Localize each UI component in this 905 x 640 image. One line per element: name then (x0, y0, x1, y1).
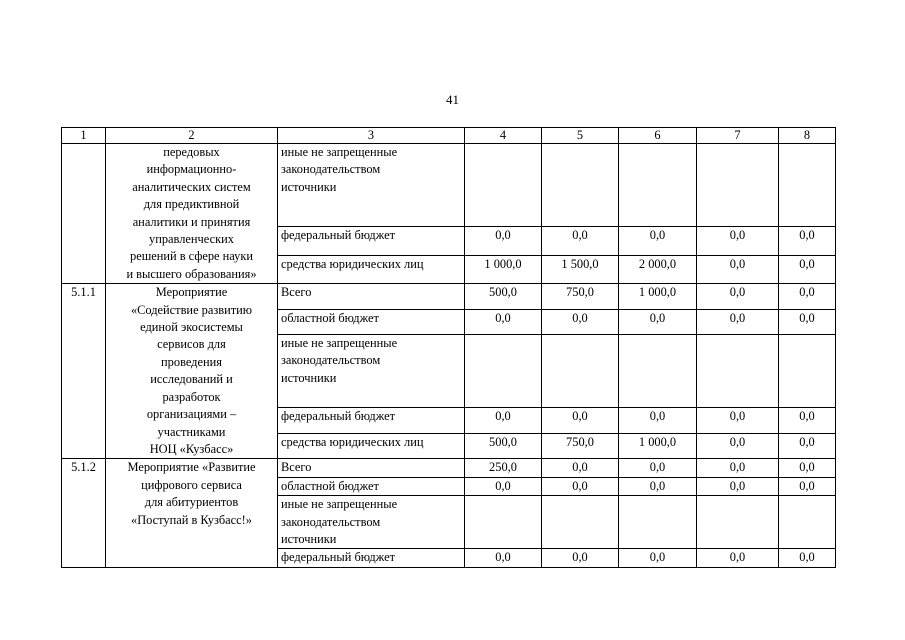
table-body (62, 128, 836, 568)
table-row (62, 284, 836, 309)
column-header: 8 (779, 128, 836, 144)
funding-source-line: законодательством (281, 162, 381, 177)
item-name-line: единой экосистемы (140, 320, 243, 335)
column-header: 2 (106, 128, 278, 144)
item-name-line: проведения (161, 354, 222, 369)
funding-value (465, 496, 542, 549)
funding-source-line: источники (281, 370, 337, 385)
item-name-line: участниками (157, 424, 226, 439)
item-name (106, 459, 278, 567)
column-header: 7 (697, 128, 779, 144)
table-row (62, 459, 836, 477)
column-header: 5 (542, 128, 619, 144)
funding-value: 0,0 (697, 408, 779, 433)
funding-value (779, 335, 836, 408)
funding-source (278, 459, 465, 477)
funding-source-line: иные не запрещенные (281, 336, 398, 351)
funding-value: 0,0 (619, 408, 697, 433)
funding-value: 0,0 (465, 549, 542, 567)
funding-source (278, 477, 465, 495)
item-name-line: передовых (163, 145, 220, 159)
funding-source-line: федеральный бюджет (281, 227, 396, 242)
funding-value: 0,0 (465, 477, 542, 495)
funding-value: 0,0 (619, 226, 697, 255)
item-name-line: аналитики и принятия (132, 214, 251, 229)
funding-source-line: Всего (281, 285, 312, 300)
funding-value: 0,0 (542, 459, 619, 477)
funding-source (278, 255, 465, 284)
item-name-line: НОЦ «Кузбасс» (149, 441, 234, 456)
item-name-line: Мероприятие «Развитие (127, 460, 256, 475)
funding-source-line: иные не запрещенные (281, 497, 398, 512)
funding-value: 1 000,0 (465, 255, 542, 284)
funding-value: 1 000,0 (619, 433, 697, 458)
item-name-line: сервисов для (157, 337, 226, 352)
funding-value: 0,0 (542, 549, 619, 567)
funding-source (278, 226, 465, 255)
item-number: 5.1.1 (62, 284, 106, 459)
item-name-line: и высшего образования» (126, 266, 257, 281)
column-header: 6 (619, 128, 697, 144)
funding-value (542, 144, 619, 227)
table-row (62, 144, 836, 227)
funding-value: 0,0 (619, 477, 697, 495)
funding-value: 250,0 (465, 459, 542, 477)
funding-source-line: источники (281, 531, 337, 546)
item-name-line: организациями – (146, 407, 237, 422)
item-name-line: аналитических систем (132, 179, 251, 194)
funding-value (779, 496, 836, 549)
funding-value: 0,0 (779, 477, 836, 495)
funding-value (542, 496, 619, 549)
funding-value: 500,0 (465, 284, 542, 309)
funding-source (278, 309, 465, 334)
funding-value: 0,0 (779, 408, 836, 433)
funding-source-line: иные не запрещенные (281, 145, 398, 159)
item-name (106, 144, 278, 284)
column-header: 4 (465, 128, 542, 144)
item-name-line: разработок (162, 389, 221, 404)
funding-value: 0,0 (542, 408, 619, 433)
item-name-line: управленческих (149, 232, 234, 247)
funding-table (61, 127, 836, 568)
funding-value: 0,0 (779, 459, 836, 477)
funding-value (697, 335, 779, 408)
funding-value: 0,0 (697, 255, 779, 284)
item-name-line: Мероприятие (155, 285, 228, 300)
funding-value: 1 500,0 (542, 255, 619, 284)
funding-source (278, 144, 465, 227)
item-name-line: для абитуриентов (144, 495, 239, 510)
funding-value: 500,0 (465, 433, 542, 458)
funding-source-line: федеральный бюджет (281, 550, 396, 565)
item-number (62, 144, 106, 284)
header-row (62, 128, 836, 144)
funding-value: 0,0 (697, 459, 779, 477)
funding-value: 0,0 (779, 549, 836, 567)
funding-source-line: областной бюджет (281, 310, 379, 325)
funding-value (542, 335, 619, 408)
funding-value (619, 335, 697, 408)
funding-source (278, 549, 465, 567)
funding-value: 0,0 (697, 477, 779, 495)
funding-source-line: Всего (281, 460, 312, 475)
funding-source-line: федеральный бюджет (281, 409, 396, 424)
page-number: 41 (446, 92, 459, 107)
funding-value (465, 335, 542, 408)
funding-value: 0,0 (465, 226, 542, 255)
funding-value (619, 144, 697, 227)
item-name-line: решений в сфере науки (130, 249, 253, 264)
funding-source-line: законодательством (281, 353, 381, 368)
funding-source-line: средства юридических лиц (281, 434, 424, 449)
column-header: 3 (278, 128, 465, 144)
funding-value: 750,0 (542, 433, 619, 458)
funding-value: 0,0 (465, 309, 542, 334)
funding-value: 0,0 (697, 284, 779, 309)
item-name (106, 284, 278, 459)
funding-value (465, 144, 542, 227)
funding-value: 0,0 (779, 226, 836, 255)
funding-value: 0,0 (697, 549, 779, 567)
item-name-line: исследований и (150, 372, 233, 387)
funding-value (779, 144, 836, 227)
funding-source-line: областной бюджет (281, 478, 379, 493)
item-name-line: «Содействие развитию (130, 302, 253, 317)
funding-source (278, 496, 465, 549)
item-name-line: «Поступай в Кузбасс!» (131, 512, 252, 527)
item-name-line: для предиктивной (143, 197, 240, 212)
funding-source (278, 284, 465, 309)
funding-value: 0,0 (697, 226, 779, 255)
funding-value: 2 000,0 (619, 255, 697, 284)
funding-value: 0,0 (779, 284, 836, 309)
funding-value: 0,0 (542, 226, 619, 255)
funding-value: 0,0 (619, 459, 697, 477)
funding-source-line: источники (281, 179, 337, 194)
funding-value: 0,0 (542, 477, 619, 495)
funding-source (278, 408, 465, 433)
funding-value: 0,0 (779, 255, 836, 284)
funding-value: 0,0 (619, 549, 697, 567)
funding-value: 0,0 (779, 309, 836, 334)
item-number: 5.1.2 (62, 459, 106, 567)
column-header: 1 (62, 128, 106, 144)
funding-source (278, 433, 465, 458)
funding-value: 0,0 (542, 309, 619, 334)
funding-value: 0,0 (465, 408, 542, 433)
funding-value (697, 144, 779, 227)
funding-source (278, 335, 465, 408)
funding-value: 0,0 (697, 433, 779, 458)
funding-value: 750,0 (542, 284, 619, 309)
funding-value: 0,0 (619, 309, 697, 334)
item-name-line: цифрового сервиса (141, 477, 242, 492)
funding-value (697, 496, 779, 549)
funding-value: 0,0 (779, 433, 836, 458)
funding-value: 1 000,0 (619, 284, 697, 309)
funding-value: 0,0 (697, 309, 779, 334)
funding-value (619, 496, 697, 549)
funding-source-line: законодательством (281, 514, 381, 529)
item-name-line: информационно- (146, 162, 237, 177)
funding-source-line: средства юридических лиц (281, 256, 424, 271)
